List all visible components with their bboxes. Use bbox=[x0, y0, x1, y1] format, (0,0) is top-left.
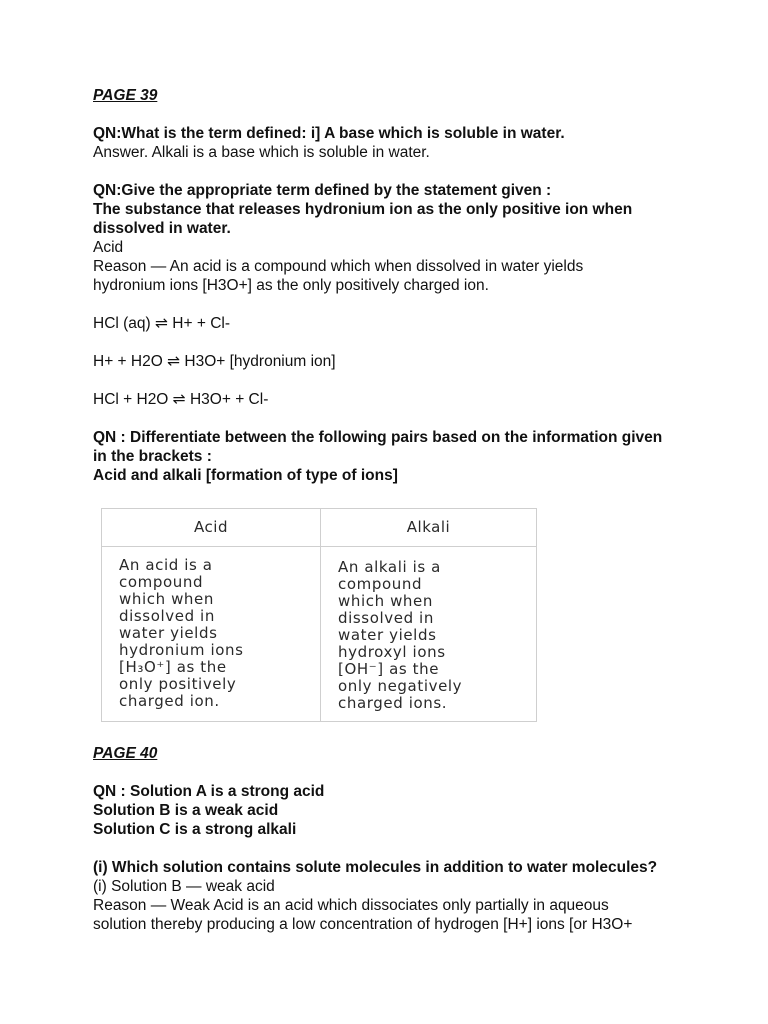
alkali-line: only negatively bbox=[338, 677, 463, 695]
table-header-row bbox=[102, 509, 536, 547]
p40-q1-line-1: QN : Solution A is a strong acid bbox=[93, 783, 325, 800]
acid-line: [H₃O⁺] as the bbox=[119, 658, 227, 676]
p40-q2-reason-line-2: solution thereby producing a low concentration of hydrogen [H+] ions [or H3O+ bbox=[93, 916, 633, 933]
acid-line: dissolved in bbox=[119, 607, 215, 625]
alkali-line: which when bbox=[338, 592, 433, 610]
p40-q2-question: (i) Which solution contains solute molecules in addition to water molecules? bbox=[93, 859, 658, 876]
q2-reason-line-2: hydronium ions [H3O+] as the only positively charged ion. bbox=[93, 277, 489, 294]
acid-line: An acid is a bbox=[119, 556, 213, 574]
acid-line: compound bbox=[119, 573, 204, 591]
q2-question-line-3: dissolved in water. bbox=[93, 220, 231, 237]
table-header-acid: Acid bbox=[102, 509, 321, 546]
alkali-line: charged ions. bbox=[338, 694, 448, 712]
acid-line: only positively bbox=[119, 675, 237, 693]
acid-alkali-table bbox=[101, 508, 537, 722]
document-page-40 bbox=[93, 744, 693, 934]
acid-line: which when bbox=[119, 590, 214, 608]
equation-3: HCl + H2O ⇌ H3O+ + Cl- bbox=[93, 391, 269, 408]
equation-1: HCl (aq) ⇌ H+ + Cl- bbox=[93, 315, 231, 332]
q1-question: QN:What is the term defined: i] A base which is soluble in water. bbox=[93, 125, 565, 142]
table-body-row bbox=[102, 547, 536, 722]
table-header-alkali: Alkali bbox=[406, 518, 451, 536]
p40-q2-answer: (i) Solution B — weak acid bbox=[93, 878, 275, 895]
p40-q2-reason-line-1: Reason — Weak Acid is an acid which dissociates only partially in aqueous bbox=[93, 897, 609, 914]
q1-answer: Answer. Alkali is a base which is soluble in water. bbox=[93, 144, 430, 161]
q2-reason-line-1: Reason — An acid is a compound which when dissolved in water yields bbox=[93, 258, 584, 275]
p40-q1-line-2: Solution B is a weak acid bbox=[93, 802, 279, 819]
acid-line: hydronium ions bbox=[119, 641, 244, 659]
q3-question-line-3: Acid and alkali [formation of type of ions] bbox=[93, 467, 398, 484]
page-40-header: PAGE 40 bbox=[93, 745, 158, 762]
document-page bbox=[93, 86, 693, 485]
q3-question-line-2: in the brackets : bbox=[93, 448, 212, 465]
alkali-line: water yields bbox=[338, 626, 437, 644]
alkali-line: dissolved in bbox=[338, 609, 434, 627]
page-39-header: PAGE 39 bbox=[93, 87, 158, 104]
alkali-line: compound bbox=[338, 575, 423, 593]
q3-question-line-1: QN : Differentiate between the following pairs based on the information given bbox=[93, 429, 663, 446]
p40-q1-line-3: Solution C is a strong alkali bbox=[93, 821, 297, 838]
q2-question-line-1: QN:Give the appropriate term defined by the statement given : bbox=[93, 182, 552, 199]
alkali-line: hydroxyl ions bbox=[338, 643, 446, 661]
equation-2: H+ + H2O ⇌ H3O+ [hydronium ion] bbox=[93, 353, 336, 370]
alkali-cell bbox=[321, 547, 536, 722]
acid-line: charged ion. bbox=[119, 692, 220, 710]
q2-question-line-2: The substance that releases hydronium ion as the only positive ion when bbox=[93, 201, 633, 218]
alkali-line: [OH⁻] as the bbox=[338, 660, 440, 678]
q2-answer: Acid bbox=[93, 239, 124, 256]
acid-line: water yields bbox=[119, 624, 218, 642]
acid-cell bbox=[102, 547, 321, 722]
alkali-line: An alkali is a bbox=[338, 558, 441, 576]
